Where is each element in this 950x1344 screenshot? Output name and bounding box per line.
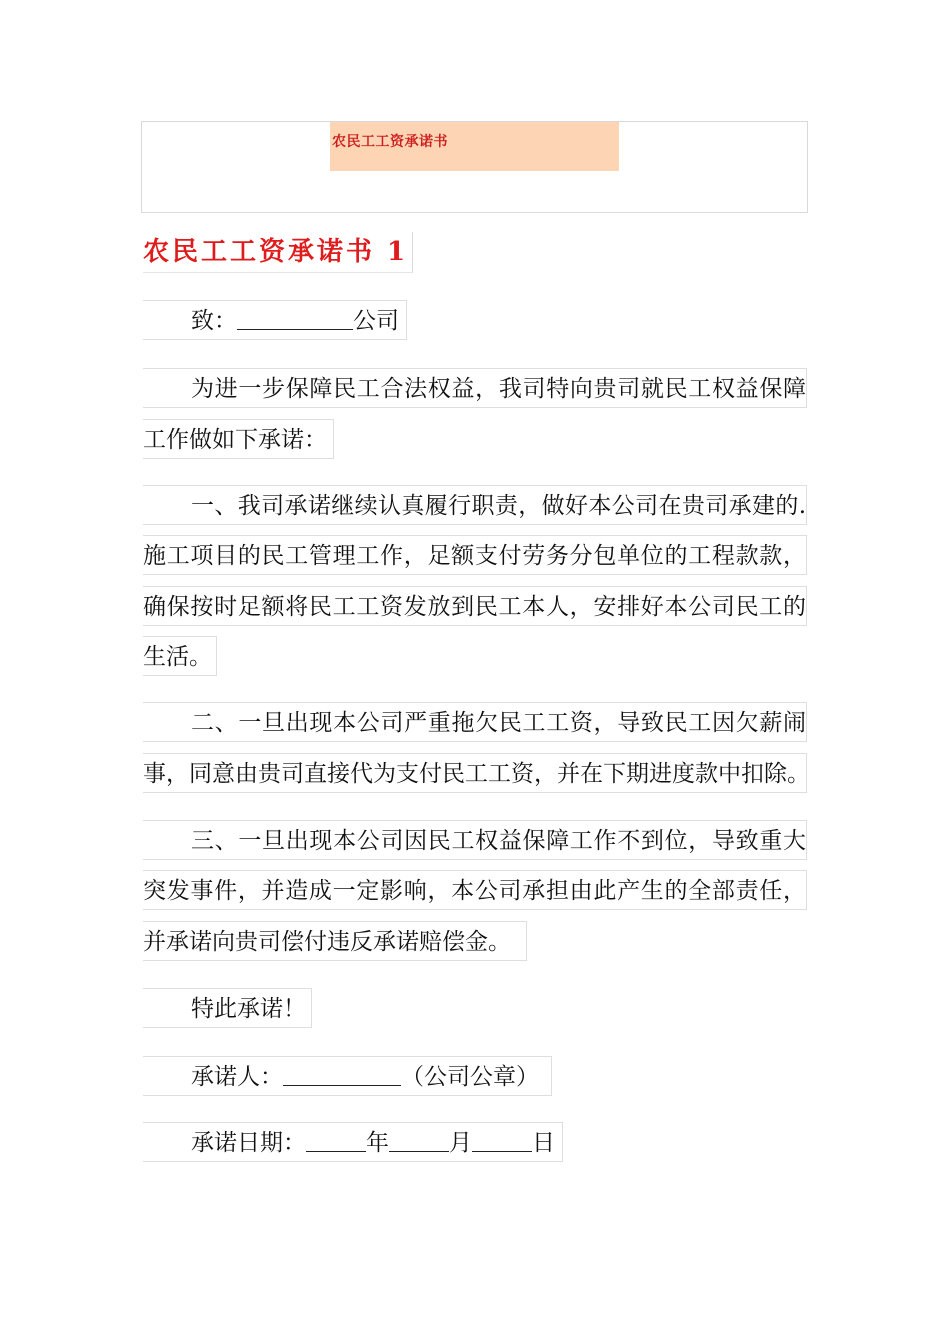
item1-line-3: 确保按时足额将民工工资发放到民工本人，安排好本公司民工的	[143, 586, 807, 626]
date-label: 承诺日期：	[191, 1130, 306, 1156]
company-name-blank	[237, 307, 353, 330]
document-title: 农民工工资承诺书 1	[143, 232, 413, 273]
salutation-line	[143, 300, 407, 340]
item3-line-1: 三、一旦出现本公司因民工权益保障工作不到位，导致重大	[143, 820, 807, 860]
signer-line	[143, 1056, 552, 1096]
item3-line-3: 并承诺向贵司偿付违反承诺赔偿金。	[143, 921, 527, 961]
intro-line-2: 工作做如下承诺：	[143, 419, 334, 459]
date-line	[143, 1122, 563, 1162]
item3-line-2: 突发事件，并造成一定影响，本公司承担由此产生的全部责任，	[143, 870, 807, 910]
salutation-prefix: 致：	[191, 308, 237, 334]
signer-note: （公司公章）	[401, 1064, 539, 1090]
item2-line-1: 二、一旦出现本公司严重拖欠民工工资，导致民工因欠薪闹	[143, 702, 807, 742]
day-label: 日	[532, 1130, 555, 1156]
item1-line-1: 一、我司承诺继续认真履行职责，做好本公司在贵司承建的.	[143, 485, 807, 525]
header-tag-text: 农民工工资承诺书	[332, 134, 448, 150]
salutation-suffix: 公司	[353, 308, 399, 334]
closing-line: 特此承诺！	[143, 988, 312, 1028]
year-label: 年	[366, 1130, 389, 1156]
item1-line-2: 施工项目的民工管理工作，足额支付劳务分包单位的工程款款，	[143, 535, 807, 575]
intro-line-1: 为进一步保障民工合法权益，我司特向贵司就民工权益保障	[143, 368, 807, 408]
item1-line-4: 生活。	[143, 636, 217, 676]
day-blank	[472, 1129, 532, 1152]
year-blank	[306, 1129, 366, 1152]
signer-blank	[283, 1063, 401, 1086]
month-label: 月	[449, 1130, 472, 1156]
month-blank	[389, 1129, 449, 1152]
item2-line-2: 事，同意由贵司直接代为支付民工工资，并在下期进度款中扣除。	[143, 753, 807, 793]
signer-label: 承诺人：	[191, 1064, 283, 1090]
